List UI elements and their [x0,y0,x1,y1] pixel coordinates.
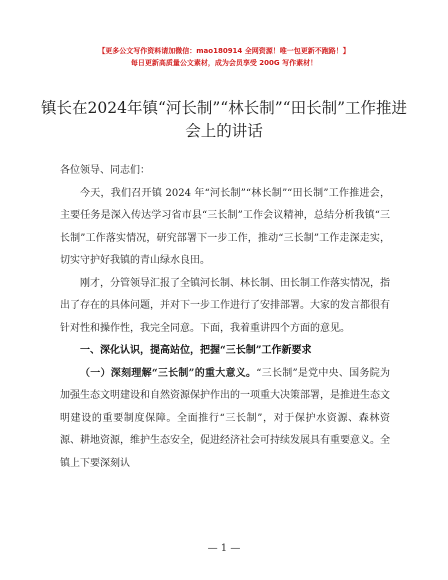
salutation: 各位领导、同志们： [60,165,150,176]
paragraph-summary: 刚才，分管领导汇报了全镇河长制、林长制、田长制工作落实情况，指出了存在的具体问题，并对下一步工作进行了安排部署。大家的发言都很有针对性和操作性，我完全同意。下面，我着重讲四个方面的意见。 [60,277,390,334]
page-number: — 1 — [207,543,241,554]
subsection-heading: （一）深刻理解“三长制”的重大意义。 [80,367,257,379]
subsection-paragraph [60,363,390,476]
document-body [60,160,390,475]
section-heading: 一、深化认识，提高站位，把握“三长制”工作新要求 [80,345,312,356]
paragraph-opening: 今天，我们召开镇 2024 年“河长制”“林长制”“田长制”工作推进会，主要任务是深入传达学习省市县“三长制”工作会议精神，总结分析我镇“三长制”工作落实情况，研究部署下一步工作，推动“三长制”工作走深走实，切实守护好我镇的青山绿水良田。 [60,187,390,266]
document-title: 镇长在2024年镇“河长制”“林长制”“田长制”工作推进会上的讲话 [41,99,407,140]
promo-banner-line2: 每日更新高质量公文素材，成为会员享受 200G 写作素材！ [130,59,318,67]
subsection-text: “三长制”是党中央、国务院为加强生态文明建设和自然资源保护作出的一项重大决策部署，是推进生态文明建设的重要制度保障。全面推行“三长制”，对于保护水资源、森林资源、耕地资源，维护生态安全，促进经济社会可持续发展具有重要意义。全镇上下要深刻认 [60,367,390,469]
promo-banner-line1: 【更多公文写作资料请加微信：mao180914 全网资源！唯一包更新不跑路！】 [98,47,350,55]
